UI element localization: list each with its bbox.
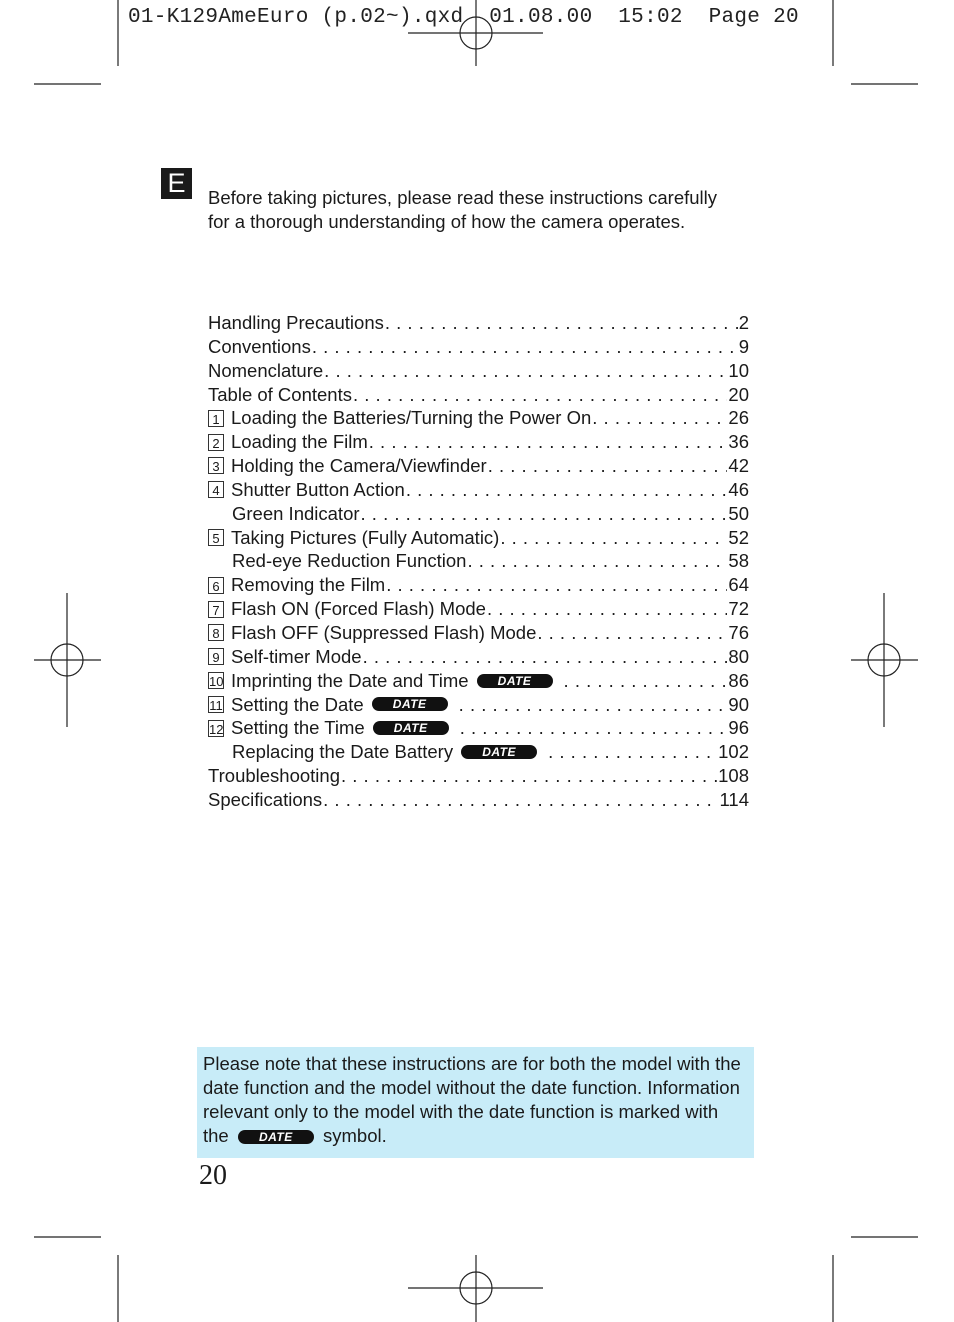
chapter-number-box: 10 [209, 674, 224, 690]
toc-entry[interactable] [208, 502, 749, 526]
toc-page-number: 20 [728, 383, 749, 405]
toc-title: Troubleshooting [208, 765, 340, 787]
toc-leader-dots [564, 669, 728, 693]
toc-page-number: 10 [728, 359, 749, 381]
toc-leader-dots [386, 573, 727, 597]
toc-entry[interactable] [208, 693, 749, 717]
toc-leader-dots [341, 764, 717, 788]
toc-entry[interactable] [208, 645, 749, 669]
toc-title: Green Indicator [232, 502, 360, 524]
toc-leader-dots [467, 549, 727, 573]
toc-entry[interactable] [208, 621, 749, 645]
toc-title: Flash OFF (Suppressed Flash) Mode [231, 621, 537, 643]
date-symbol-icon: DATE [461, 745, 537, 759]
toc-title: Removing the Film [231, 574, 386, 596]
toc-page-number: 90 [728, 693, 749, 715]
chapter-number-box: 8 [208, 624, 224, 641]
toc-page-number: 50 [728, 502, 749, 524]
toc-page-number: 76 [728, 621, 749, 643]
toc-page-number: 108 [718, 765, 749, 787]
toc-page-number: 96 [728, 717, 749, 739]
toc-leader-dots [460, 716, 728, 740]
toc-entry[interactable] [208, 454, 749, 478]
toc-leader-dots [363, 645, 728, 669]
chapter-number-box: 12 [209, 721, 224, 737]
toc-title: Red-eye Reduction Function [232, 550, 467, 572]
toc-entry[interactable] [208, 406, 749, 430]
toc-entry[interactable] [208, 478, 749, 502]
toc-leader-dots [500, 526, 727, 550]
toc-leader-dots [592, 406, 727, 430]
toc-page-number: 52 [728, 526, 749, 548]
toc-title: Handling Precautions [208, 312, 384, 333]
toc-title: Specifications [208, 788, 323, 810]
toc-page-number: 72 [728, 598, 749, 620]
toc-title: Holding the Camera/Viewfinder [231, 455, 487, 477]
note-text-before: Please note that these instructions are for both the model with the date function and the model without the date function. Information relevant only to the model with the date function is marked with the [203, 1053, 741, 1146]
toc-leader-dots [353, 383, 727, 407]
toc-page-number: 58 [728, 550, 749, 572]
section-tab-english: E [161, 168, 192, 199]
toc-title: Flash ON (Forced Flash) Mode [231, 598, 486, 620]
toc-title: Imprinting the Date and Time [231, 669, 469, 691]
toc-leader-dots [312, 335, 738, 359]
toc-page-number: 26 [728, 407, 749, 429]
date-symbol-icon: DATE [373, 721, 449, 735]
toc-entry[interactable] [208, 383, 749, 407]
chapter-number-box: 9 [208, 648, 224, 665]
toc-entry[interactable] [208, 573, 749, 597]
toc-page-number: 46 [728, 478, 749, 500]
chapter-number-box: 5 [208, 529, 224, 546]
toc-page-number: 102 [718, 741, 749, 763]
toc-entry[interactable] [208, 526, 749, 550]
toc-title: Nomenclature [208, 359, 324, 381]
date-function-note [197, 1047, 754, 1158]
toc-leader-dots [406, 478, 728, 502]
note-text-after: symbol. [323, 1125, 387, 1146]
toc-leader-dots [369, 430, 728, 454]
toc-entry[interactable] [208, 716, 749, 740]
toc-page-number: 2 [738, 312, 749, 333]
toc-title: Loading the Batteries/Turning the Power On [231, 407, 592, 429]
chapter-number-box: 4 [208, 481, 224, 498]
chapter-number-box: 1 [208, 410, 224, 427]
toc-leader-dots [459, 693, 728, 717]
toc-page-number: 86 [728, 669, 749, 691]
toc-title: Loading the Film [231, 431, 368, 453]
toc-entry[interactable] [208, 669, 749, 693]
toc-entry[interactable] [208, 311, 749, 335]
toc-leader-dots [548, 740, 717, 764]
toc-page-number: 42 [728, 455, 749, 477]
toc-title: Setting the Time [231, 717, 365, 739]
table-of-contents [208, 311, 749, 812]
toc-entry[interactable] [208, 597, 749, 621]
toc-leader-dots [487, 597, 727, 621]
toc-page-number: 36 [728, 431, 749, 453]
toc-title: Table of Contents [208, 383, 352, 405]
page-number: 20 [199, 1160, 227, 1191]
toc-page-number: 114 [719, 788, 749, 810]
file-slug: 01-K129AmeEuro (p.02~).qxd 01.08.00 15:02 Page 20 [128, 6, 799, 29]
toc-leader-dots [324, 359, 727, 383]
toc-title: Setting the Date [231, 693, 364, 715]
toc-page-number: 9 [738, 335, 749, 357]
toc-entry[interactable] [208, 764, 749, 788]
date-symbol-icon: DATE [372, 697, 448, 711]
intro-paragraph: Before taking pictures, please read these instructions carefully for a thorough understanding of how the camera operates. [208, 187, 718, 232]
toc-leader-dots [537, 621, 727, 645]
toc-page-number: 64 [728, 574, 749, 596]
chapter-number-box: 6 [208, 577, 224, 594]
toc-page-number: 80 [728, 645, 749, 667]
toc-entry[interactable] [208, 335, 749, 359]
date-symbol-icon: DATE [477, 674, 553, 688]
toc-leader-dots [323, 788, 718, 812]
toc-entry[interactable] [208, 430, 749, 454]
toc-title: Replacing the Date Battery [232, 741, 454, 763]
toc-leader-dots [361, 502, 728, 526]
toc-leader-dots [385, 311, 738, 335]
toc-entry[interactable] [208, 549, 749, 573]
chapter-number-box: 3 [208, 457, 224, 474]
toc-leader-dots [488, 454, 728, 478]
toc-entry[interactable] [208, 788, 749, 812]
toc-title: Taking Pictures (Fully Automatic) [231, 526, 500, 548]
chapter-number-box: 11 [209, 697, 223, 713]
toc-title: Conventions [208, 335, 311, 357]
toc-entry[interactable] [208, 359, 749, 383]
chapter-number-box: 2 [208, 434, 224, 451]
date-symbol-icon: DATE [238, 1130, 314, 1144]
toc-title: Shutter Button Action [231, 478, 405, 500]
toc-title: Self-timer Mode [231, 645, 362, 667]
chapter-number-box: 7 [208, 601, 224, 618]
toc-entry[interactable] [208, 740, 749, 764]
